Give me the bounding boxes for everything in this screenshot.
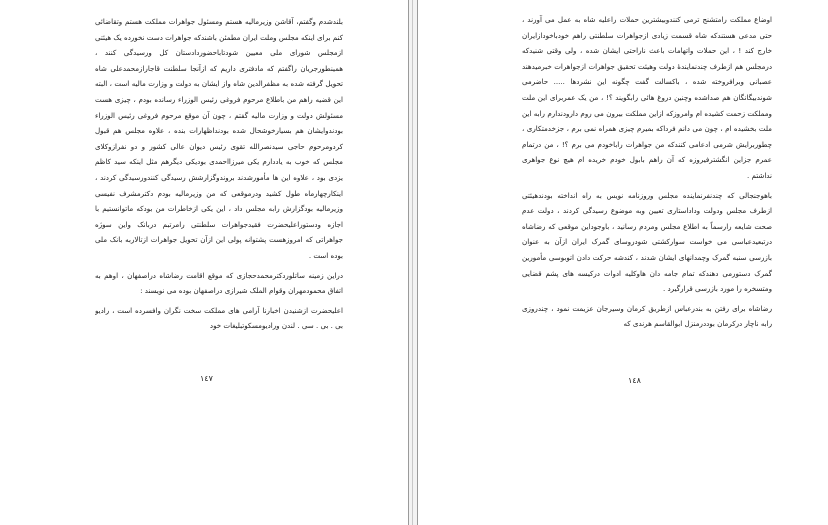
- paragraph: رضاشاه برای رفتن به بندرعباس ازطریق کرمان وسیرجان عزیمت نمود ، چندروزی رابه ناچار درکرمان بوددرمنزل ابوالقاسم هرندی که: [522, 303, 772, 329]
- right-page: [418, 0, 828, 525]
- page-number: ١٤٨: [628, 376, 641, 385]
- page-number: ١٤٧: [200, 374, 213, 383]
- paragraph: اعلیحضرت ازشنیدن اخبارنا آرامی های مملکت سخت نگران وافسرده است ، رادیو بی . بی . سی . لندن ورادیومسکوتبلیغات خود: [95, 305, 343, 331]
- right-page-text: [522, 12, 772, 332]
- paragraph: باهوجنجالی که چندنفرنماینده مجلس وروزنامه نویس به راه انداخته بودندهیئتی ازطرف مجلس ودولت وداداستاری تعیین وبه موضوع رسیدگی کردند ، دولت عدم صحت شایعه رارسماً به اطلاع مجلس ومردم رسانید ، باوجوداین موقعی که رضاشاه درتبعیدعباسی می خواست سوارکشتی شودروسای گمرک ایران ازآن به عنوان بازرسی سنبه گمرک وچمدانهای ایشان شدند ، کندشه حرکت دادن اتوبوسی مأمورین گمرک دستورمی دهندکه تمام جامه دان هاوکلیه ادوات درکیسه های پشم قضایی ومتسخره را مورد بازرسی قرارگیرد .: [522, 190, 772, 294]
- paragraph: بلندشدم وگفتم، آقاشن وزیرمالیه هستم ومسئول جواهرات مملکت هستم وتقاضائی کنم برای اینکه مجلس وملت ایران مطمئن باشندکه جواهرات دست نخورده یک هیئتی ازمجلس شورای ملی معیین شودتاباحضوردادستان کل ورسیدگی کنند ، همینطورجریان راگفتم که مادفتری داریم که ازآنجا سلطنت قاجارازمحمدعلی شاه تحویل گرفته شده به مظفرالدین شاه واز ایشان به دولت و وزارت مالیه است ، البته این قضیه راهم من باطلاع مرحوم فروغی رئیس الوزراء رسانده بودم ، چیزی هست مسئولش دولت و وزارت مالیه گفتم ، چون آن موقع مرحوم فروغی رئیس الوزراء بودندوایشان هم بسیارخوشحال شده بودنداظهارات بنده ، علاوه مجلس هم قبول کردومرحوم حاجی سیدنصرالله تقوی رئیس دیوان عالی کشور و دو نفرازوکلای مجلس که خوب به یاددارم یکی میرزااحمدی بودیکی دیگرهم مثل اینکه سید کاظم یزدی بود ، علاوه این ها مأمورشدند بروندوگزارشش رسیدگی کنندورسیدگی کردند ، اینکارچهارماه طول کشید ودرموقعی که من وزیرمالیه بودم دکترمشرف نفیسی وزیرمالیه بودگزارش رابه مجلس داد ، این یکی ازخاطرات من بودکه ماتوانستیم با اجازه ودستوراعلیحضرت فقیدجواهرات سلطنتی رامرتبم دربانک واین سوژه جواهراتی که امروزهست پشتوانه پولی این ازآن تحویل جواهرات ازتالاربه بانک ملی بوده است .: [95, 17, 343, 260]
- gutter-divider: [412, 0, 413, 525]
- paragraph: اوضاع مملکت رامتشنج ترمی کنندوبیشترین حملات راعلیه شاه به عمل می آورند ، حتی مدعی هستندکه شاه قسمت زیادی ازجواهرات سلطنتی راهم خودباخودازایران خارج کند ! ، این حملات واتهامات باعث ناراحتی ایشان شده ، ولی وقتی شنیدکه درمجلس هم ازطرف چندنمایندۀ دولت وهیئت تحقیق جواهرات ازجواهرات خبرمیدهند عصبانی وبرافروخته شده ، باکسالت گفت چگونه این نشردها ..... حاضرمی شوندبیگانگان هم صداشده وچنین دروغ هائی رابگویند ؟! ، من یک عمربرای این ملت ومملکت زحمت کشیده ام وامروزکه ازاین مملکت بیرون می روم دارودندارم رابه این ملت بخشیده ام ، چون می دانم فرداکه بمیرم چیزی همراه نمی برم ، جزخدمتکاری ، چطوربرایش شرمی ادعامی کنندکه من جواهرات راباخودم می برم ؟! ، من درتمام عمرم جزاین انگشترفیروزه که آن راهم بابول خودم خریده ام هیچ نوع جواهری نداشتم .: [522, 15, 772, 180]
- paragraph: دراین زمینه ساتلوردکترمحمدحجازی که موقع اقامت رضاشاه دراصفهان ، اوهم به اتفاق محمودمهران وقوام الملک شیرازی دراصفهان بوده می نویسند :: [95, 270, 343, 296]
- book-gutter: [408, 0, 418, 525]
- left-page-text: [95, 14, 343, 334]
- left-page: [0, 0, 408, 525]
